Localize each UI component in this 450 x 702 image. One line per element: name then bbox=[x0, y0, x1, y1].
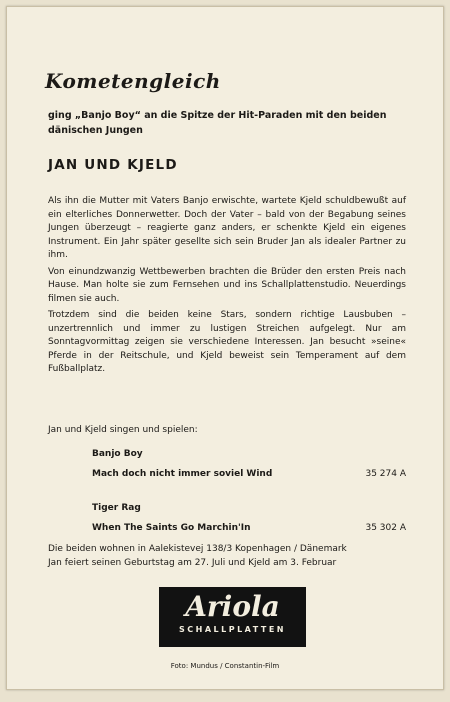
biography-paragraph: Als ihn die Mutter mit Vaters Banjo erwischte, wartete Kjeld schuldbewußt auf ein elterliches Donnerwetter. Doch der Vater – bald von der Begabung seines Jungen überzeugt – reagierte ganz anders, er schenkte Kjeld ein eigenes Instrument. Ein Jahr später gesellte sich sein Bruder Jan als idealer Partner zu ihm. bbox=[48, 196, 406, 260]
record-list bbox=[92, 444, 406, 538]
autograph-card bbox=[6, 6, 444, 690]
card-subtitle: ging „Banjo Boy“ an die Spitze der Hit-Paraden mit den beiden dänischen Jungen bbox=[48, 110, 387, 136]
address-and-birthdays bbox=[48, 543, 406, 570]
address-line: Die beiden wohnen in Aalekistevej 138/3 Kopenhagen / Dänemark bbox=[48, 544, 347, 554]
birthday-line: Jan feiert seinen Geburtstag am 27. Juli und Kjeld am 3. Februar bbox=[48, 557, 337, 568]
songs-intro: Jan und Kjeld singen und spielen: bbox=[48, 425, 198, 435]
biography-text bbox=[48, 195, 406, 380]
record-a-side bbox=[92, 498, 406, 518]
logo-name: Ariola bbox=[185, 590, 280, 623]
card-title: Kometengleich bbox=[45, 69, 221, 93]
record-b-side bbox=[92, 518, 406, 538]
record-number: 35 274 A bbox=[365, 469, 406, 479]
song-title: Tiger Rag bbox=[92, 503, 141, 513]
ariola-logo bbox=[159, 587, 306, 647]
song-title: Mach doch nicht immer soviel Wind bbox=[92, 469, 273, 479]
biography-paragraph: Trotzdem sind die beiden keine Stars, sondern richtige Lausbuben – unzertrennlich und immer zu lustigen Streichen aufgelegt. Nur am Sonntagvormittag zeigen sie verschiedene Interessen. Jan besucht »seine« Pferde in der Reitschule, und Kjeld beweist sein Temperament auf dem Fußballplatz. bbox=[48, 310, 406, 374]
song-title: Banjo Boy bbox=[92, 449, 143, 459]
biography-paragraph: Von einundzwanzig Wettbewerben brachten die Brüder den ersten Preis nach Hause. Man holte sie zum Fernsehen und ins Schallplattenstudio. Neuerdings filmen sie auch. bbox=[48, 266, 406, 304]
artist-heading: JAN UND KJELD bbox=[48, 157, 178, 173]
song-title: When The Saints Go Marchin'In bbox=[92, 523, 251, 533]
record-a-side bbox=[92, 444, 406, 464]
photo-credit: Foto: Mundus / Constantin-Film bbox=[170, 662, 280, 670]
record-b-side bbox=[92, 464, 406, 484]
record-number: 35 302 A bbox=[365, 523, 406, 533]
logo-subtitle: SCHALLPLATTEN bbox=[178, 625, 286, 634]
